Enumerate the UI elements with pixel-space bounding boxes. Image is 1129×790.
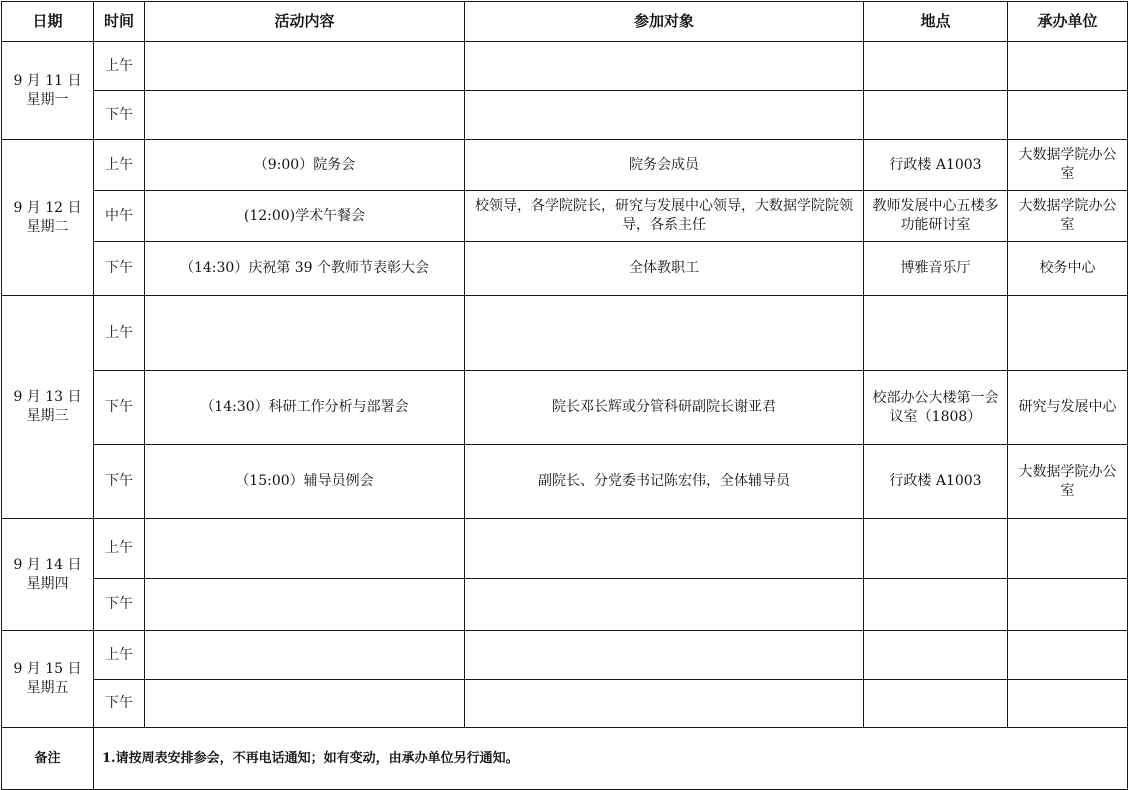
participants-cell xyxy=(465,680,864,728)
organizer-cell xyxy=(1008,296,1128,371)
participants-cell: 校领导，各学院院长，研究与发展中心领导，大数据学院院领导，各系主任 xyxy=(465,191,864,242)
header-activity: 活动内容 xyxy=(145,2,465,42)
organizer-cell: 大数据学院办公室 xyxy=(1008,191,1128,242)
location-cell: 校部办公大楼第一会议室（1808） xyxy=(864,371,1008,445)
header-date: 日期 xyxy=(2,2,94,42)
date-text: 9 月 15 日 xyxy=(13,661,82,677)
table-row xyxy=(2,242,1128,296)
header-participants: 参加对象 xyxy=(465,2,864,42)
time-cell: 下午 xyxy=(94,680,145,728)
organizer-cell xyxy=(1008,680,1128,728)
location-cell: 行政楼 A1003 xyxy=(864,445,1008,519)
participants-cell xyxy=(465,579,864,631)
participants-cell: 院长邓长辉或分管科研副院长谢亚君 xyxy=(465,371,864,445)
header-time: 时间 xyxy=(94,2,145,42)
time-cell: 上午 xyxy=(94,296,145,371)
date-text: 9 月 11 日 xyxy=(13,72,82,89)
organizer-cell: 校务中心 xyxy=(1008,242,1128,296)
participants-cell xyxy=(465,631,864,680)
header-location: 地点 xyxy=(864,2,1008,42)
activity-cell xyxy=(145,579,465,631)
time-cell: 下午 xyxy=(94,371,145,445)
table-row xyxy=(2,296,1128,371)
participants-cell: 院务会成员 xyxy=(465,140,864,191)
date-text: 9 月 13 日 xyxy=(13,389,82,405)
activity-cell xyxy=(145,296,465,371)
table-row xyxy=(2,371,1128,445)
header-organizer: 承办单位 xyxy=(1008,2,1128,42)
participants-cell: 副院长、分党委书记陈宏伟，全体辅导员 xyxy=(465,445,864,519)
remarks-text: 1.请按周表安排参会，不再电话通知；如有变动，由承办单位另行通知。 xyxy=(94,728,1128,790)
organizer-cell: 研究与发展中心 xyxy=(1008,371,1128,445)
date-cell xyxy=(2,42,94,140)
table-row xyxy=(2,680,1128,728)
table-row xyxy=(2,91,1128,140)
organizer-cell: 大数据学院办公室 xyxy=(1008,140,1128,191)
participants-cell xyxy=(465,519,864,579)
weekday-text: 星期五 xyxy=(26,680,69,696)
organizer-cell xyxy=(1008,519,1128,579)
participants-cell xyxy=(465,296,864,371)
time-cell: 上午 xyxy=(94,631,145,680)
table-row xyxy=(2,42,1128,91)
weekly-schedule-table xyxy=(1,1,1128,790)
table-row xyxy=(2,579,1128,631)
time-cell: 下午 xyxy=(94,91,145,140)
participants-cell xyxy=(465,42,864,91)
participants-cell: 全体教职工 xyxy=(465,242,864,296)
location-cell xyxy=(864,631,1008,680)
weekday-text: 星期二 xyxy=(26,218,69,235)
header-row xyxy=(2,2,1128,42)
activity-cell: （14:30）科研工作分析与部署会 xyxy=(145,371,465,445)
table-row xyxy=(2,191,1128,242)
table-row xyxy=(2,140,1128,191)
organizer-cell xyxy=(1008,91,1128,140)
time-cell: 中午 xyxy=(94,191,145,242)
time-cell: 上午 xyxy=(94,42,145,91)
organizer-cell xyxy=(1008,579,1128,631)
time-cell: 下午 xyxy=(94,242,145,296)
weekday-text: 星期三 xyxy=(26,408,69,424)
activity-cell: （14:30）庆祝第 39 个教师节表彰大会 xyxy=(145,242,465,296)
table-row xyxy=(2,631,1128,680)
location-cell xyxy=(864,91,1008,140)
remarks-label: 备注 xyxy=(2,728,94,790)
table-row xyxy=(2,445,1128,519)
date-cell xyxy=(2,296,94,519)
activity-cell xyxy=(145,680,465,728)
date-cell xyxy=(2,519,94,631)
remarks-row xyxy=(2,728,1128,790)
date-text: 9 月 12 日 xyxy=(13,199,82,216)
activity-cell xyxy=(145,519,465,579)
time-cell: 下午 xyxy=(94,445,145,519)
participants-cell xyxy=(465,91,864,140)
date-text: 9 月 14 日 xyxy=(13,556,82,573)
location-cell xyxy=(864,579,1008,631)
location-cell: 博雅音乐厅 xyxy=(864,242,1008,296)
organizer-cell xyxy=(1008,631,1128,680)
organizer-cell xyxy=(1008,42,1128,91)
time-cell: 上午 xyxy=(94,140,145,191)
activity-cell: （15:00）辅导员例会 xyxy=(145,445,465,519)
time-cell: 下午 xyxy=(94,579,145,631)
activity-cell xyxy=(145,42,465,91)
location-cell xyxy=(864,519,1008,579)
time-cell: 上午 xyxy=(94,519,145,579)
activity-cell xyxy=(145,631,465,680)
weekday-text: 星期一 xyxy=(26,91,69,108)
activity-cell xyxy=(145,91,465,140)
date-cell xyxy=(2,140,94,296)
location-cell: 行政楼 A1003 xyxy=(864,140,1008,191)
location-cell: 教师发展中心五楼多功能研讨室 xyxy=(864,191,1008,242)
weekday-text: 星期四 xyxy=(26,575,69,592)
date-cell xyxy=(2,631,94,728)
location-cell xyxy=(864,42,1008,91)
activity-cell: (12:00)学术午餐会 xyxy=(145,191,465,242)
table-row xyxy=(2,519,1128,579)
activity-cell: （9:00）院务会 xyxy=(145,140,465,191)
organizer-cell: 大数据学院办公室 xyxy=(1008,445,1128,519)
location-cell xyxy=(864,296,1008,371)
location-cell xyxy=(864,680,1008,728)
